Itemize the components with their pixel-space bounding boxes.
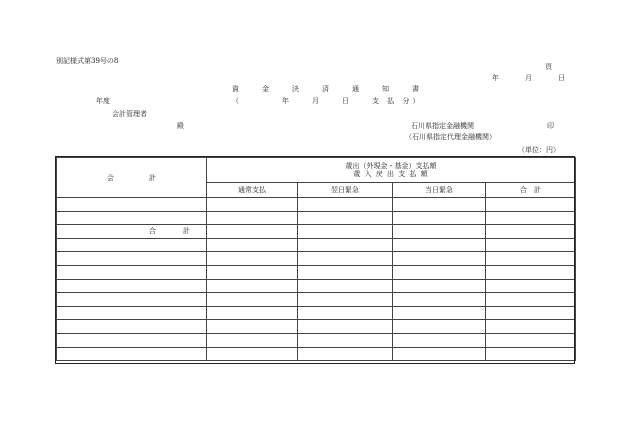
group-header xyxy=(207,158,576,183)
group-header-line1: 歳出（外現金・基金）支払額 xyxy=(345,162,437,170)
table-cell[interactable] xyxy=(486,320,576,334)
col-header-next-day: 翌日緊急 xyxy=(298,183,393,198)
table-row xyxy=(57,306,576,320)
table-cell[interactable] xyxy=(393,279,486,293)
account-header: 会 計 xyxy=(57,158,207,198)
table-row xyxy=(57,347,576,361)
document-title: 資 金 決 済 通 知 書 xyxy=(232,85,427,93)
table-row xyxy=(57,265,576,279)
table-cell[interactable] xyxy=(57,252,207,266)
form-number: 別記様式第39号の8 xyxy=(56,57,119,65)
table-cell[interactable] xyxy=(57,198,207,212)
table-cell[interactable] xyxy=(393,238,486,252)
table-cell[interactable] xyxy=(57,347,207,361)
table-cell[interactable] xyxy=(298,198,393,212)
table-cell[interactable] xyxy=(298,211,393,225)
table-cell[interactable] xyxy=(393,306,486,320)
table-cell[interactable] xyxy=(57,211,207,225)
col-header-normal: 通常支払 xyxy=(207,183,298,198)
table-cell[interactable] xyxy=(298,225,393,239)
table-cell[interactable] xyxy=(298,320,393,334)
table-cell[interactable] xyxy=(486,333,576,347)
recipient-role: 会計管理者 xyxy=(112,110,147,118)
table-cell[interactable] xyxy=(207,265,298,279)
total-row-label: 合 計 xyxy=(57,225,207,239)
issue-date: 年 月 日 xyxy=(492,74,569,82)
fiscal-year: 年度 xyxy=(96,97,110,105)
table-row xyxy=(57,293,576,307)
seal-mark: 印 xyxy=(547,122,554,130)
table-cell[interactable] xyxy=(486,279,576,293)
table-cell[interactable] xyxy=(298,252,393,266)
col-header-same-day: 当日緊急 xyxy=(393,183,486,198)
table-cell[interactable] xyxy=(57,306,207,320)
table-cell[interactable] xyxy=(486,238,576,252)
table-cell[interactable] xyxy=(57,293,207,307)
table-row xyxy=(57,198,576,212)
table-row xyxy=(57,279,576,293)
table-cell[interactable] xyxy=(298,306,393,320)
header-row xyxy=(57,158,576,183)
table-cell[interactable] xyxy=(393,252,486,266)
table-cell[interactable] xyxy=(57,320,207,334)
table-cell[interactable] xyxy=(207,320,298,334)
table-cell[interactable] xyxy=(393,347,486,361)
table-row xyxy=(57,252,576,266)
table-cell[interactable] xyxy=(207,347,298,361)
table-cell[interactable] xyxy=(298,293,393,307)
table-cell[interactable] xyxy=(298,265,393,279)
table-cell[interactable] xyxy=(486,252,576,266)
table-cell[interactable] xyxy=(393,293,486,307)
table-cell[interactable] xyxy=(393,265,486,279)
total-row xyxy=(57,225,576,239)
settlement-table xyxy=(56,157,576,361)
sub-bank-name: （石川県指定代理金融機関） xyxy=(405,133,496,141)
table-cell[interactable] xyxy=(486,225,576,239)
table-cell[interactable] xyxy=(207,211,298,225)
table-cell[interactable] xyxy=(207,198,298,212)
unit-label: （単位：円） xyxy=(518,146,560,154)
honorific: 殿 xyxy=(177,122,184,130)
table-cell[interactable] xyxy=(207,306,298,320)
table-cell[interactable] xyxy=(298,238,393,252)
table-cell[interactable] xyxy=(207,252,298,266)
table-cell[interactable] xyxy=(486,265,576,279)
table-cell[interactable] xyxy=(486,211,576,225)
table-row xyxy=(57,320,576,334)
table-row xyxy=(57,333,576,347)
payment-date-line: （ 年 月 日 支 払 分） xyxy=(232,97,423,105)
table-row xyxy=(57,238,576,252)
table-cell[interactable] xyxy=(393,320,486,334)
table-cell[interactable] xyxy=(393,333,486,347)
table-cell[interactable] xyxy=(207,279,298,293)
table-cell[interactable] xyxy=(298,347,393,361)
table-cell[interactable] xyxy=(298,333,393,347)
table-cell[interactable] xyxy=(57,279,207,293)
table-cell[interactable] xyxy=(207,333,298,347)
page-label: 頁 xyxy=(545,63,552,71)
table-row xyxy=(57,211,576,225)
table-cell[interactable] xyxy=(486,306,576,320)
table-cell[interactable] xyxy=(393,225,486,239)
table-cell[interactable] xyxy=(486,293,576,307)
table-cell[interactable] xyxy=(207,225,298,239)
table-cell[interactable] xyxy=(207,293,298,307)
group-header-line2: 歳 入 戻 出 支 払 額 xyxy=(353,170,429,178)
table-cell[interactable] xyxy=(486,198,576,212)
table-cell[interactable] xyxy=(57,333,207,347)
table-cell[interactable] xyxy=(57,238,207,252)
table-cell[interactable] xyxy=(486,347,576,361)
table-cell[interactable] xyxy=(298,279,393,293)
table-cell[interactable] xyxy=(393,211,486,225)
col-header-total: 合 計 xyxy=(486,183,576,198)
bank-name: 石川県指定金融機関 xyxy=(411,122,474,130)
table-cell[interactable] xyxy=(207,238,298,252)
table-cell[interactable] xyxy=(57,265,207,279)
table-cell[interactable] xyxy=(393,198,486,212)
